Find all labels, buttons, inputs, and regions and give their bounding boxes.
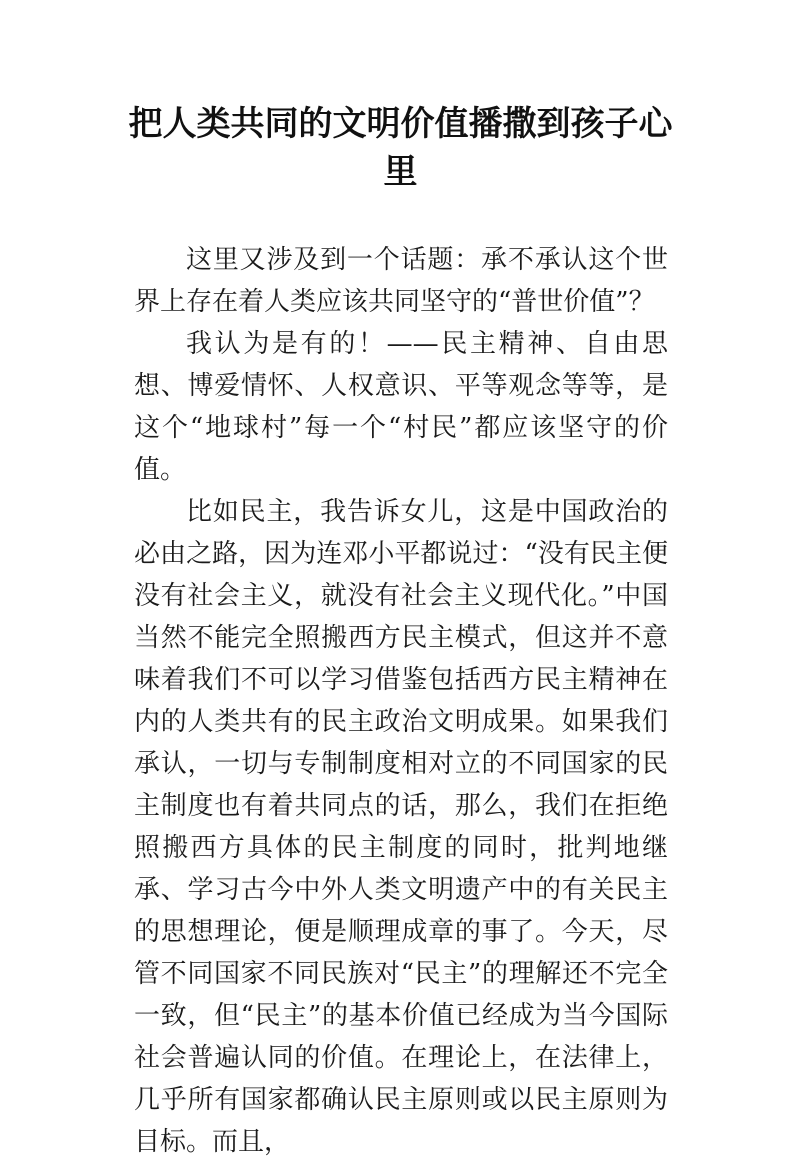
paragraph-1: 这里又涉及到一个话题：承不承认这个世界上存在着人类应该共同坚守的“普世价值”？ [134,245,668,317]
paragraph-2: 我认为是有的！——民主精神、自由思想、博爱情怀、人权意识、平等观念等等，是这个“地球村”每一个“村民”都应该坚守的价值。 [134,329,668,485]
document-title: 把人类共同的文明价值播撒到孩子心里 [128,104,673,192]
document-body [134,239,668,1163]
paragraph-3: 比如民主，我告诉女儿，这是中国政治的必由之路，因为连邓小平都说过：“没有民主便没有社会主义，就没有社会主义现代化。”中国当然不能完全照搬西方民主模式，但这并不意味着我们不可以学习借鉴包括西方民主精神在内的人类共有的民主政治文明成果。如果我们承认，一切与专制制度相对立的不同国家的民主制度也有着共同点的话，那么，我们在拒绝照搬西方具体的民主制度的同时，批判地继承、学习古今中外人类文明遗产中的有关民主的思想理论，便是顺理成章的事了。今天，尽管不同国家不同民族对“民主”的理解还不完全一致，但“民主”的基本价值已经成为当今国际社会普遍认同的价值。在理论上，在法律上，几乎所有国家都确认民主原则或以民主原则为目标。而且， [134,497,668,1157]
